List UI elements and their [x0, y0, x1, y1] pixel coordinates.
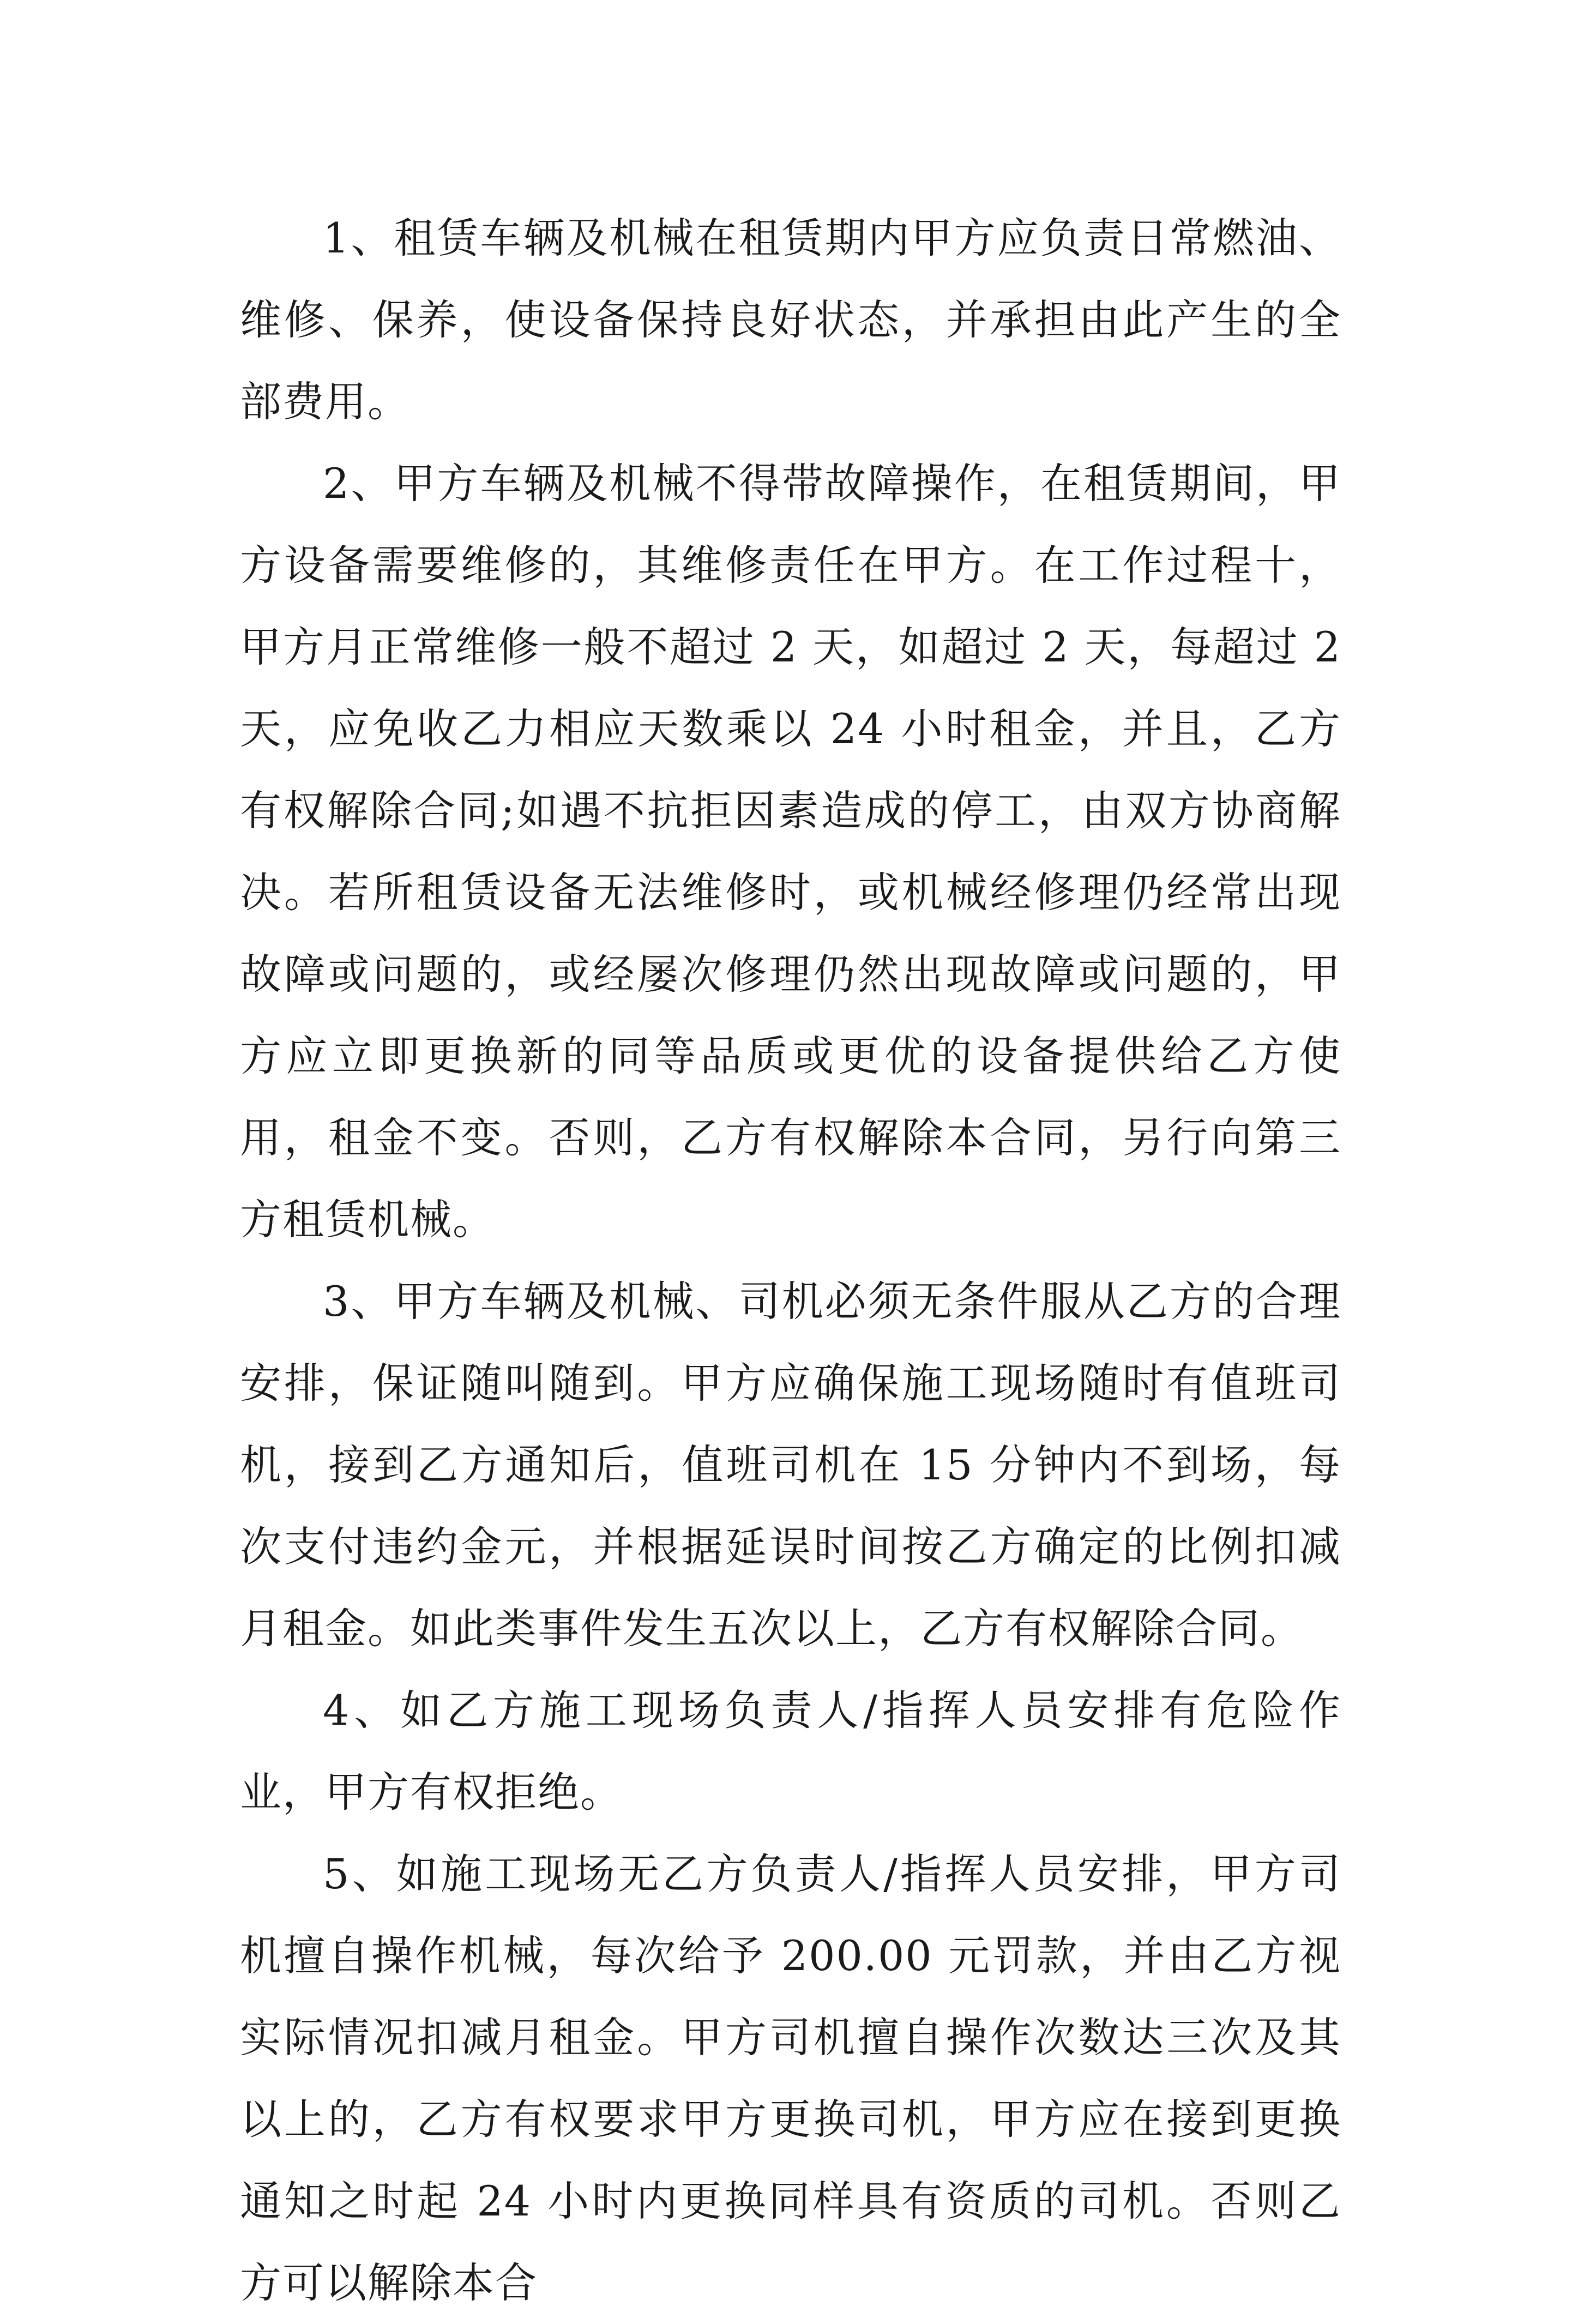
clause-2-paragraph: 2、甲方车辆及机械不得带故障操作，在租赁期间，甲方设备需要维修的，其维修责任在甲方。在工作过程十，甲方月正常维修一般不超过 2 天，如超过 2 天，每超过 2 天，应免收乙力相应天数乘以 24 小时租金，并且，乙方有权解除合同;如遇不抗拒因素造成的停工，由双方协商解决。若所租赁设备无法维修时，或机械经修理仍经常出现故障或问题的，或经屡次修理仍然出现故障或问题的，甲方应立即更换新的同等品质或更优的设备提供给乙方使用，租金不变。否则，乙方有权解除本合同，另行向第三方租赁机械。	[240, 459, 1341, 1244]
clause-4-paragraph: 4、如乙方施工现场负责人/指挥人员安排有危险作业，甲方有权拒绝。	[240, 1686, 1341, 1816]
clause-1-paragraph: 1、租赁车辆及机械在租赁期内甲方应负责日常燃油、维修、保养，使设备保持良好状态，并承担由此产生的全部费用。	[240, 214, 1341, 426]
clause-5-paragraph: 5、如施工现场无乙方负责人/指挥人员安排，甲方司机擅自操作机械，每次给予 200.00 元罚款，并由乙方视实际情况扣减月租金。甲方司机擅自操作次数达三次及其以上的，乙方有权要求甲方更换司机，甲方应在接到更换通知之时起 24 小时内更换同样具有资质的司机。否则乙方可以解除本合	[240, 1850, 1341, 2307]
document-body	[240, 197, 1341, 2324]
clause-3-paragraph: 3、甲方车辆及机械、司机必须无条件服从乙方的合理安排，保证随叫随到。甲方应确保施工现场随时有值班司机，接到乙方通知后，值班司机在 15 分钟内不到场，每次支付违约金元，并根据延误时间按乙方确定的比例扣减月租金。如此类事件发生五次以上，乙方有权解除合同。	[240, 1277, 1341, 1653]
